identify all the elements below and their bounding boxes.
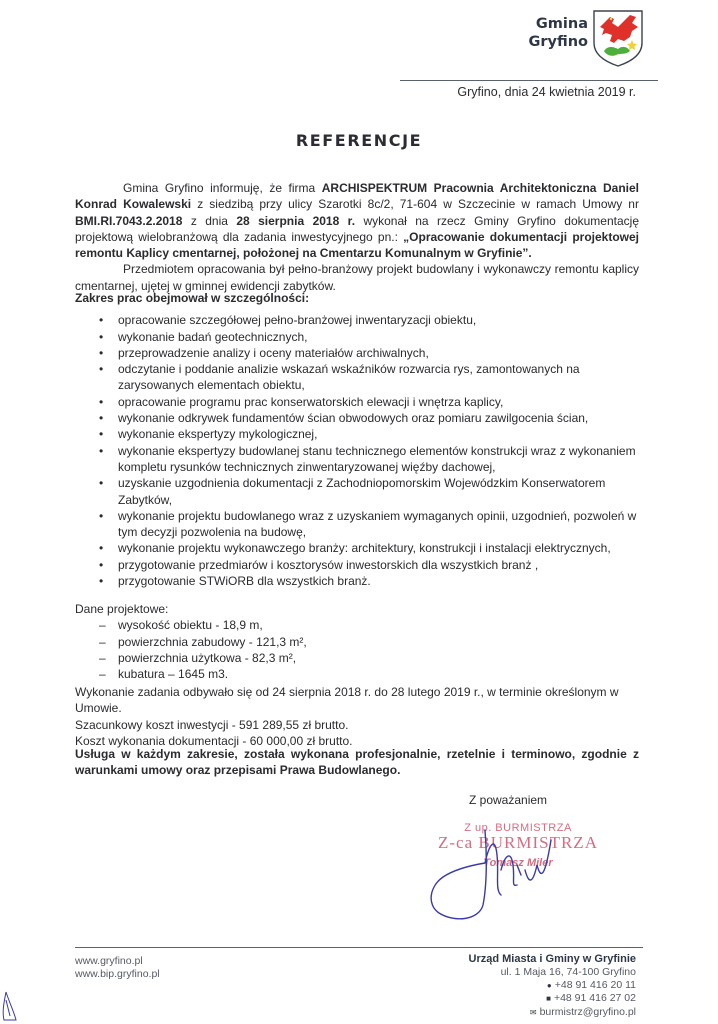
phone-icon: ● xyxy=(546,980,552,990)
scope-item: • przygotowanie przedmiarów i kosztorysów inwestorskich dla wszystkich branż , xyxy=(75,557,639,573)
intro-text: z siedzibą przy ulicy Szarotki 8c/2, 71-604 w Szczecinie w ramach Umowy nr xyxy=(191,197,639,212)
header-divider xyxy=(400,80,658,81)
envelope-icon: ✉ xyxy=(529,1008,537,1018)
scope-item: • uzyskanie uzgodnienia dokumentacji z Zachodniopomorskim Wojewódzkim Konserwatorem Zabytków, xyxy=(75,475,639,508)
intro-section xyxy=(75,180,639,294)
documentation-cost: Koszt wykonania dokumentacji - 60 000,00 zł brutto. xyxy=(75,733,353,748)
closing-phrase: Z poważaniem xyxy=(469,793,548,807)
stamp-line-1: Z up. BURMISTRZA xyxy=(464,822,572,834)
scope-item: • wykonanie badań geotechnicznych, xyxy=(75,329,639,345)
company-name: ARCHISPEKTRUM Pracownia Architektoniczna Daniel Konrad Kowalewski xyxy=(75,181,639,212)
scope-item: • wykonanie projektu budowlanego wraz z uzyskaniem wymaganych opinii, uzgodnień, pozwoleń w tym decyzji pozwolenia na budowę, xyxy=(75,508,639,541)
execution-section xyxy=(75,684,639,749)
conclusion-paragraph: Usługa w każdym zakresie, została wykonana profesjonalnie, rzetelnie i terminowo, zgodnie z warunkami umowy oraz przepisami Prawa Budowlanego. xyxy=(75,747,639,778)
intro-text: z dnia xyxy=(182,213,237,228)
execution-period: Wykonanie zadania odbywało się od 24 sierpnia 2018 r. do 28 lutego 2019 r., w terminie określonym w Umowie. xyxy=(75,685,619,716)
contract-date: 28 sierpnia 2018 r. xyxy=(236,213,356,228)
stamp-line-3: Tomasz Miler xyxy=(483,857,553,869)
intro-text: wykonał na rzecz Gminy Gryfino dokumentację projektową wielobranżową dla zadania inwestycyjnego pn.: xyxy=(75,213,639,244)
office-address: ul. 1 Maja 16, 74-100 Gryfino xyxy=(500,965,636,978)
gmina-logo-text xyxy=(528,15,588,51)
intro-paragraph xyxy=(75,180,639,261)
letter-date: Gryfino, dnia 24 kwietnia 2019 r. xyxy=(457,85,636,99)
initials-mark xyxy=(0,990,22,1024)
contract-number: BMI.RI.7043.2.2018 xyxy=(75,213,183,228)
scope-item: • wykonanie projektu wykonawczego branży: architektury, konstrukcji i instalacji elektrycznych, xyxy=(75,540,639,556)
project-data-section xyxy=(75,601,639,682)
project-data-item: – powierzchnia użytkowa - 82,3 m², xyxy=(75,650,639,666)
scope-item: • wykonanie ekspertyzy mykologicznej, xyxy=(75,426,639,442)
scope-heading: Zakres prac obejmował w szczególności: xyxy=(75,291,310,305)
scope-item: • przeprowadzenie analizy i oceny materiałów archiwalnych, xyxy=(75,345,639,361)
office-name: Urząd Miasta i Gminy w Gryfinie xyxy=(468,953,636,965)
footer-divider xyxy=(75,947,643,948)
handwritten-signature xyxy=(425,825,585,925)
footer-links xyxy=(75,955,160,981)
phone-number: +48 91 416 20 11 xyxy=(554,978,636,991)
project-data-list xyxy=(75,617,639,682)
email-address[interactable]: burmistrz@gryfino.pl xyxy=(539,1006,636,1019)
scope-item: • opracowanie programu prac konserwatorskich elewacji i wnętrza kaplicy, xyxy=(75,394,639,410)
project-data-item: – kubatura – 1645 m3. xyxy=(75,666,639,682)
project-data-heading: Dane projektowe: xyxy=(75,602,169,616)
website-link[interactable]: www.gryfino.pl xyxy=(75,955,143,967)
scope-list xyxy=(75,312,639,589)
bip-link[interactable]: www.bip.gryfino.pl xyxy=(75,968,160,980)
stamp-line-2: Z-ca BURMISTRZA xyxy=(438,833,598,852)
logo-line-1: Gmina xyxy=(535,16,588,32)
scope-item: • wykonanie ekspertyzy budowlanej stanu technicznego elementów konstrukcji wraz z wykonaniem kompletu rysunków technicznych zinwentaryzowanej więźby dachowej, xyxy=(75,443,639,476)
footer-contact xyxy=(469,953,637,1020)
project-data-item: – powierzchnia zabudowy - 121,3 m², xyxy=(75,634,639,650)
scope-section xyxy=(75,290,639,589)
phone-row xyxy=(469,979,637,993)
subject-paragraph: Przedmiotem opracowania był pełno-branżowy projekt budowlany i wykonawczy remontu kaplicy cmentarnej, ujętej w gminnej ewidencji zabytków. xyxy=(75,262,639,293)
scope-item: • wykonanie odkrywek fundamentów ścian obwodowych oraz pomiaru zawilgocenia ścian, xyxy=(75,410,639,426)
project-data-item: – wysokość obiektu - 18,9 m, xyxy=(75,617,639,633)
logo-line-2: Gryfino xyxy=(528,34,588,50)
scope-item: • opracowanie szczegółowej pełno-branżowej inwentaryzacji obiektu, xyxy=(75,312,639,328)
griffin-coat-of-arms-icon xyxy=(592,9,644,67)
document-title: REFERENCJE xyxy=(295,131,423,150)
fax-number: +48 91 416 27 02 xyxy=(553,992,636,1005)
scope-item: • przygotowanie STWiORB dla wszystkich branż. xyxy=(75,573,639,589)
task-name: „Opracowanie dokumentacji projektowej remontu Kaplicy cmentarnej, położonej na Cmentarzu Komunalnym w Gryfinie”. xyxy=(75,229,639,261)
scope-item: • odczytanie i poddanie analizie wskazań wskaźników rozwarcia rys, zamontowanych na zarysowanych elementach obiektu, xyxy=(75,361,639,394)
investment-cost: Szacunkowy koszt inwestycji - 591 289,55 zł brutto. xyxy=(75,717,349,732)
fax-icon: ■ xyxy=(546,994,551,1004)
intro-text: Gmina Gryfino informuję, że firma xyxy=(123,181,322,195)
email-row xyxy=(469,1006,637,1020)
fax-row xyxy=(469,992,637,1006)
